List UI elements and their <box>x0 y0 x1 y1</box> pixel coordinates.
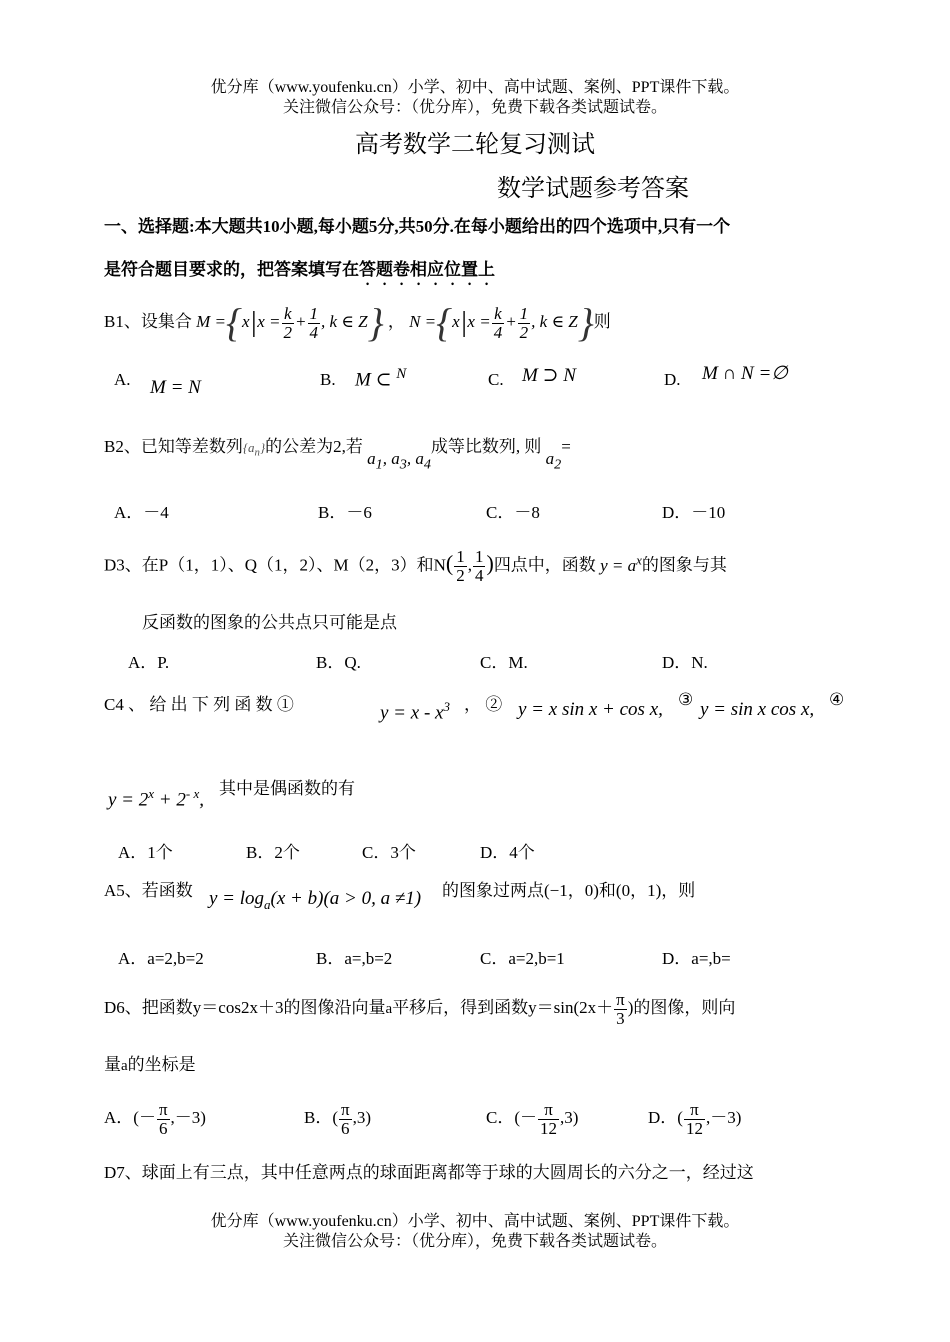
header-line-1: 优分库（www.youfenku.cn）小学、初中、高中试题、案例、PPT课件下载。 <box>210 79 740 96</box>
q6-option-a: A．(－ $\frac{\pi}{6}$ ,－3) <box>104 1099 206 1138</box>
q5-option-b: B．a=,b=2 <box>316 949 393 968</box>
q5-suffix: 的图象过两点(−1，0)和(0，1)，则 <box>442 881 696 900</box>
q1-sep: ， <box>387 312 405 331</box>
header-line-2: 关注微信公众号：（优分库），免费下载各类试题试卷。 <box>282 99 667 116</box>
q4-function-3: y = sin x cos x, <box>700 699 815 720</box>
q6-option-d: D．( $\frac{\pi}{12}$ ,－3) <box>648 1099 742 1138</box>
q4-option-b: B．2个 <box>246 843 300 862</box>
q1-option-c-formula: M ⊃ N <box>522 365 576 386</box>
section-heading-line-2 <box>104 255 495 289</box>
question-2: B2、已知等差数列$\{a_n\}$的公差为2,若 $a_1$, $a_3$, $a_4$成等比数列, 则 $a_2=$ <box>104 437 571 473</box>
q6-option-b: B．( $\frac{\pi}{6}$ ,3) <box>304 1099 372 1138</box>
q1-option-d-formula: M ∩ N =∅ <box>702 363 788 384</box>
q1-option-a-formula: M = N <box>150 377 201 398</box>
q3-function: $y = a^x$ <box>600 552 642 575</box>
q3-option-a: A．P. <box>128 653 170 672</box>
q1-suffix: 则 <box>593 312 611 331</box>
q2-terms: $a_1$, $a_3$, $a_4$ <box>367 449 431 473</box>
question-5: A5、若函数 <box>104 881 193 900</box>
q5-option-d: D．a=,b= <box>662 949 731 968</box>
question-7: D7、球面上有三点，其中任意两点的球面距离都等于球的大圆周长的六分之一，经过这 <box>104 1163 754 1182</box>
page-subtitle: 数学试题参考答案 <box>497 176 689 202</box>
section-heading-line-1: 一、选择题:本大题共10小题,每小题5分,共50分.在每小题给出的四个选项中,只有一个 <box>104 217 731 236</box>
q5-option-c: C．a=2,b=1 <box>480 949 565 968</box>
q3-option-d: D．N. <box>662 653 708 672</box>
q5-function: $y = \log_a(x + b)(a > 0$, a ≠1) <box>209 888 422 912</box>
q4-option-a: A．1个 <box>118 843 173 862</box>
q1-option-a: A. <box>114 370 131 389</box>
q1-option-d: D. <box>664 370 681 389</box>
q3-line-2: 反函数的图象的公共点只可能是点 <box>142 613 397 632</box>
q2-option-d: D．－10 <box>662 503 726 522</box>
q3-option-c: C．M. <box>480 653 528 672</box>
q5-option-a: A．a=2,b=2 <box>118 949 204 968</box>
question-6: D6、把函数y＝cos2x＋3的图像沿向量a平移后，得到函数y＝sin(2x＋ $\frac{\pi}{3}$ )的图像，则向 <box>104 989 736 1028</box>
q2-sequence: $\{a_n\}$ <box>242 440 266 459</box>
question-4: C4 、 给 出 下 列 函 数 ① <box>104 695 294 714</box>
q2-target: $a_2$ <box>545 449 562 473</box>
q1-set-m: M ={x|x = $\frac{k}{2}$ + $\frac{1}{4}$ , k ∈ Z} <box>196 300 384 346</box>
question-1 <box>104 298 611 346</box>
q4-function-2: y = x sin x + cos x, <box>518 699 663 720</box>
q4-circle-3: ③ <box>678 690 694 709</box>
q1-option-c: C. <box>488 370 504 389</box>
q4-function-1: $y = x - x^3$ <box>380 699 450 724</box>
q6-option-c: C．(－ $\frac{\pi}{12}$ ,3) <box>486 1099 579 1138</box>
question-3: D3、在P（1，1）、Q（1，2）、M（2，3）和N( $\frac{1}{2}$ , $\frac{1}{4}$ )四点中，函数 $y = a^x$的图象与其 <box>104 547 727 586</box>
q1-option-b: B. <box>320 370 336 389</box>
footer-line-2: 关注微信公众号：（优分库），免费下载各类试题试卷。 <box>282 1233 667 1250</box>
q4-circle-4: ④ <box>829 690 845 709</box>
page-title: 高考数学二轮复习测试 <box>355 132 595 158</box>
q4-line-2: 其中是偶函数的有 <box>219 779 355 798</box>
q2-option-c: C．－8 <box>486 503 540 522</box>
q1-set-n: N ={x|x = $\frac{k}{4}$ + $\frac{1}{2}$ , k ∈ Z} <box>409 300 594 346</box>
q1-option-b-formula: M ⊂ $^N$ <box>355 366 407 391</box>
q4-circle-2: ， ② <box>464 695 503 714</box>
q3-option-b: B．Q. <box>316 653 361 672</box>
section-heading-emphasis: 答题卷相应位置上 <box>359 260 495 279</box>
q4-option-c: C．3个 <box>362 843 416 862</box>
section-heading-text: 是符合题目要求的，把答案填写在 <box>104 260 359 279</box>
q2-option-b: B．－6 <box>318 503 372 522</box>
q4-option-d: D．4个 <box>480 843 535 862</box>
q2-option-a: A．－4 <box>114 503 169 522</box>
q4-function-4: $y = 2^x + 2^{- x}$, <box>108 786 204 811</box>
q6-vector: a <box>385 1001 393 1017</box>
q1-prefix: B1、设集合 <box>104 312 192 331</box>
q6-line-2: 量a的坐标是 <box>104 1055 196 1074</box>
footer-line-1: 优分库（www.youfenku.cn）小学、初中、高中试题、案例、PPT课件下载。 <box>210 1213 740 1230</box>
